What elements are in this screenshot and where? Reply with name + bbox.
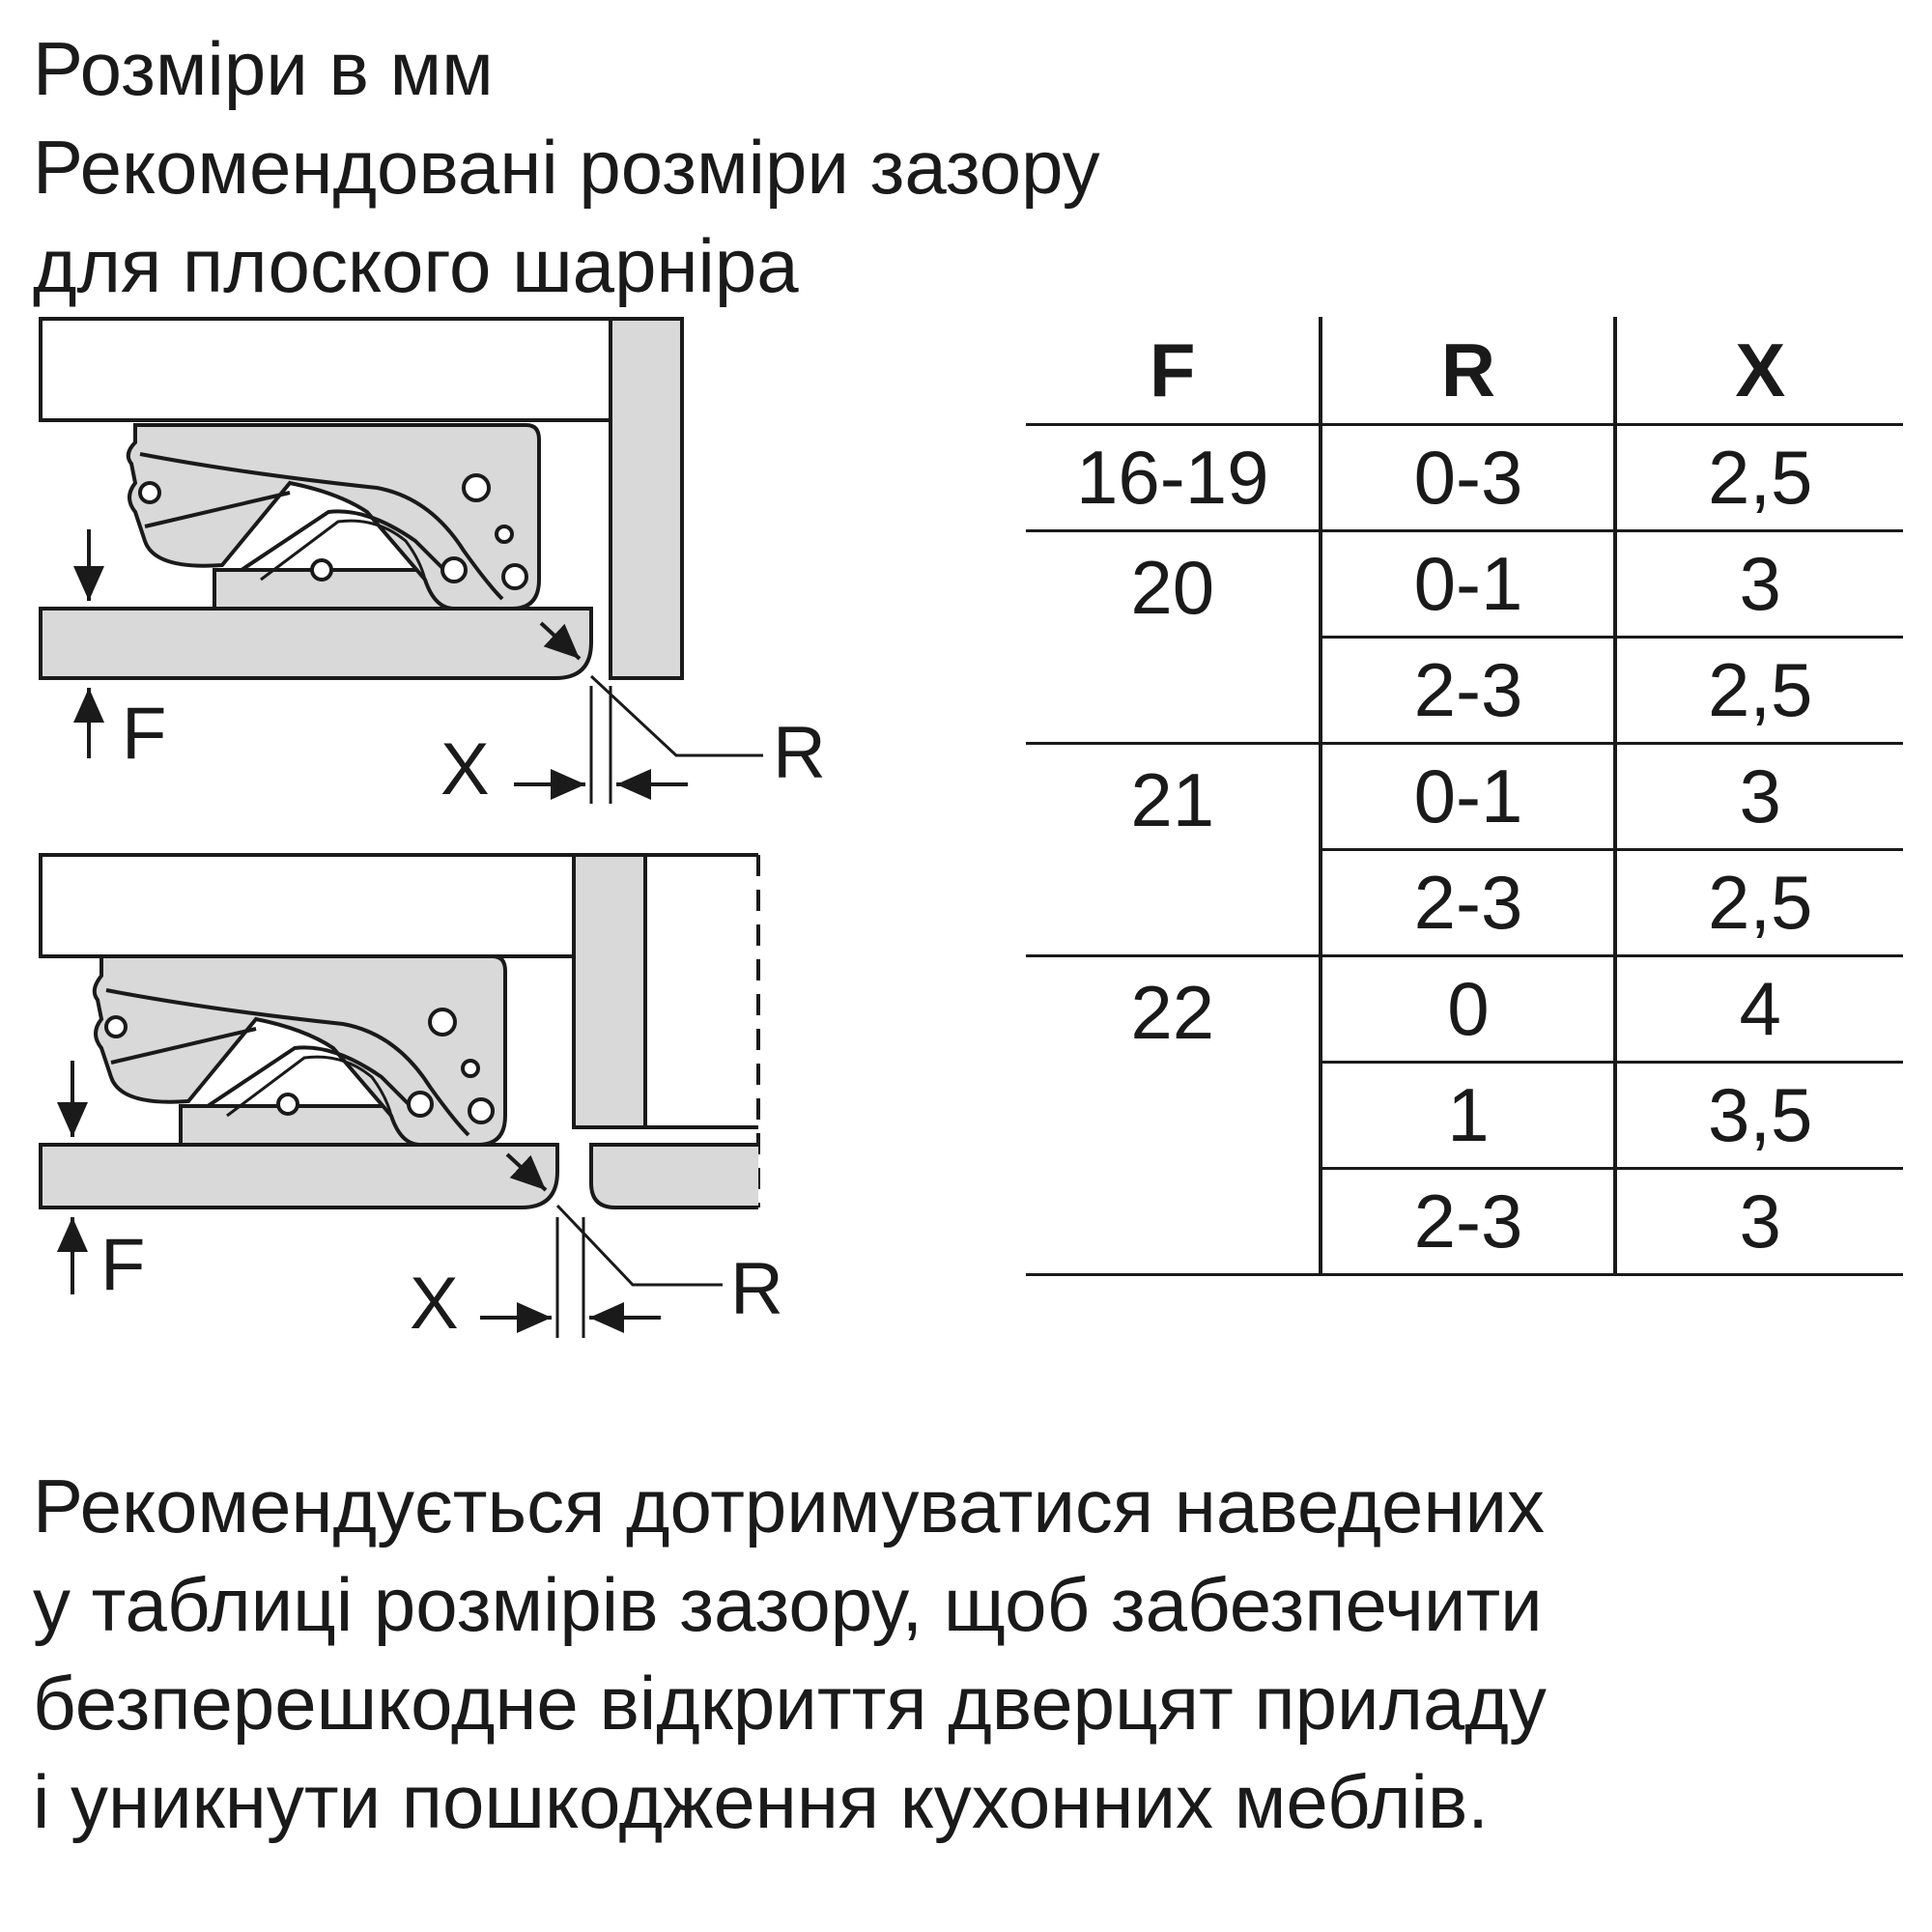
table-row [1026,531,1903,638]
top-label-x: X [440,728,490,810]
table-row [1026,956,1903,1063]
gap-dimensions-table [1026,317,1903,1276]
table-cell-r: 2-3 [1321,850,1615,956]
table-cell-r: 0-1 [1321,531,1615,638]
top-door-panel [41,609,591,678]
table-cell-x: 2,5 [1615,425,1903,531]
table-cell-x: 2,5 [1615,850,1903,956]
bottom-label-f: F [100,1224,146,1306]
bottom-hinge-drawing [41,855,783,1345]
heading-line-units: Розміри в мм [33,26,494,111]
top-label-f: F [122,693,167,775]
table-cell-x: 3 [1615,531,1903,638]
hinge-gap-diagram [0,0,1024,1352]
table-cell-r: 2-3 [1321,638,1615,744]
table-row [1026,744,1903,850]
bottom-cabinet-panel [41,855,574,956]
table-row [1026,425,1903,531]
table-cell-x: 3 [1615,1169,1903,1275]
table-header-row [1026,317,1903,425]
bottom-label-x: X [410,1263,459,1345]
table-cell-r: 1 [1321,1063,1615,1169]
table-cell-f: 20 [1026,531,1321,744]
note-line: у таблиці розмірів зазору, щоб забезпечити [33,1562,1543,1647]
table-cell-x: 4 [1615,956,1903,1063]
table-cell-f: 16-19 [1026,425,1321,531]
table-cell-r: 0 [1321,956,1615,1063]
table-cell-r: 2-3 [1321,1169,1615,1275]
note-line: Рекомендується дотримуватися наведених [33,1463,1546,1548]
table-cell-x: 3,5 [1615,1063,1903,1169]
table-cell-r: 0-1 [1321,744,1615,850]
table-header-x: X [1615,317,1903,425]
recommendation-note [33,1457,1547,1851]
bottom-hinge-mechanism [95,956,505,1145]
note-line: безперешкодне відкриття дверцят приладу [33,1661,1547,1746]
top-hinge-mechanism [128,425,539,609]
top-cabinet-panel [41,319,611,420]
table-header-f: F [1026,317,1321,425]
heading-line-subtitle: для плоского шарніра [33,223,799,308]
note-line: і уникнути пошкодження кухонних меблів. [33,1759,1489,1844]
table-cell-f: 21 [1026,744,1321,956]
bottom-adjacent-door-panel [591,1145,758,1208]
table-cell-r: 0-3 [1321,425,1615,531]
top-hinge-drawing [41,319,826,810]
top-label-r: R [773,712,826,794]
bottom-label-r: R [730,1248,783,1330]
heading-line-title: Рекомендовані розміри зазору [33,125,1100,210]
table-cell-x: 3 [1615,744,1903,850]
top-side-wall [611,319,682,678]
table-header-r: R [1321,317,1615,425]
top-r-leader-line [591,676,763,755]
bottom-side-wall [574,855,645,1127]
table-cell-f: 22 [1026,956,1321,1275]
bottom-door-panel [41,1145,557,1208]
table-cell-x: 2,5 [1615,638,1903,744]
